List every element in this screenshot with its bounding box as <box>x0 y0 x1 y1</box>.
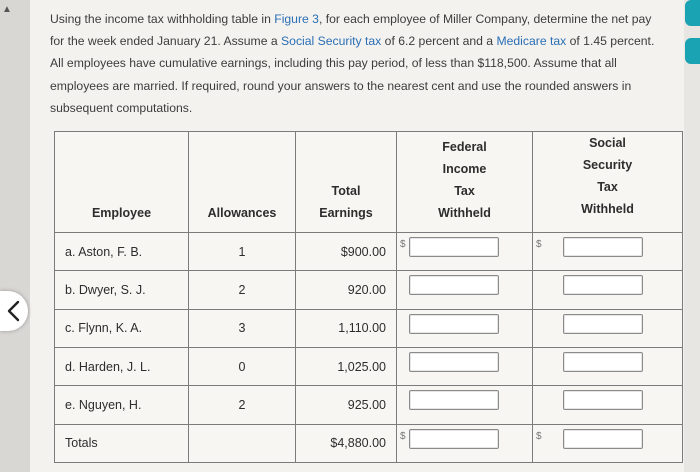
dollar-sign: $ <box>400 430 406 442</box>
totals-row <box>55 424 683 462</box>
table-row <box>55 233 683 271</box>
header-employee: Employee <box>55 132 189 233</box>
earnings-value: 1,110.00 <box>296 309 397 347</box>
header-allowances: Allowances <box>189 132 296 233</box>
federal-tax-input-dwyer[interactable] <box>409 275 499 295</box>
earnings-value: 1,025.00 <box>296 347 397 385</box>
back-button[interactable] <box>0 291 28 331</box>
employee-name: b. Dwyer, S. J. <box>55 271 189 309</box>
figure-link[interactable]: Figure 3 <box>274 12 319 26</box>
table-row <box>55 309 683 347</box>
payroll-table <box>54 131 682 463</box>
question-text: Using the income tax withholding table in Figure 3, for each employee of Miller Company, determine the net pay for the week ended January 21. Assume a Social Security tax of 6.2 percent and a Medicare tax of 1.45 percent. All employees have cumulative earnings, including this pay period, of less than $118,500. Assume that all employees are married. If required, round your answers to the nearest cent and use the rounded answers in subsequent computations. <box>50 12 655 115</box>
medicare-link[interactable]: Medicare tax <box>496 34 567 49</box>
allowances-value: 3 <box>189 309 296 347</box>
federal-tax-input-flynn[interactable] <box>409 314 499 334</box>
employee-name: a. Aston, F. B. <box>55 233 189 271</box>
earnings-value: 925.00 <box>296 386 397 424</box>
table-row <box>55 347 683 385</box>
totals-label: Totals <box>55 424 189 462</box>
earnings-value: $900.00 <box>296 233 397 271</box>
side-tab-top[interactable] <box>685 0 700 26</box>
federal-tax-input-harden[interactable] <box>409 352 499 372</box>
scroll-up-icon[interactable]: ▲ <box>2 4 12 15</box>
social-security-input-total[interactable] <box>563 429 643 449</box>
earnings-value: 920.00 <box>296 271 397 309</box>
allowances-value: 1 <box>189 233 296 271</box>
dollar-sign: $ <box>536 239 542 250</box>
header-social-security-tax: Social Security Tax Withheld <box>533 132 683 233</box>
social-security-input-dwyer[interactable] <box>563 275 643 295</box>
social-security-link[interactable]: Social Security tax <box>281 34 382 49</box>
chevron-left-icon <box>6 300 22 322</box>
federal-tax-input-nguyen[interactable] <box>409 390 499 410</box>
employee-name: e. Nguyen, H. <box>55 386 189 424</box>
side-tab-second[interactable] <box>685 38 700 64</box>
dollar-sign: $ <box>400 239 406 250</box>
header-federal-tax: Federal Income Tax Withheld <box>397 132 533 233</box>
table-row <box>55 386 683 424</box>
allowances-value: 0 <box>189 347 296 385</box>
federal-tax-input-total[interactable] <box>409 429 499 449</box>
employee-name: c. Flynn, K. A. <box>55 309 189 347</box>
employee-name: d. Harden, J. L. <box>55 347 189 385</box>
allowances-value: 2 <box>189 386 296 424</box>
federal-tax-input-aston[interactable] <box>409 237 499 257</box>
table-row <box>55 271 683 309</box>
total-earnings-value: $4,880.00 <box>296 424 397 462</box>
social-security-input-flynn[interactable] <box>563 314 643 334</box>
dollar-sign: $ <box>536 430 542 442</box>
social-security-input-aston[interactable] <box>563 237 643 257</box>
social-security-input-harden[interactable] <box>563 352 643 372</box>
header-total-earnings: Total Earnings <box>296 132 397 233</box>
social-security-input-nguyen[interactable] <box>563 390 643 410</box>
right-sidebar-edge <box>684 0 700 472</box>
allowances-value: 2 <box>189 271 296 309</box>
